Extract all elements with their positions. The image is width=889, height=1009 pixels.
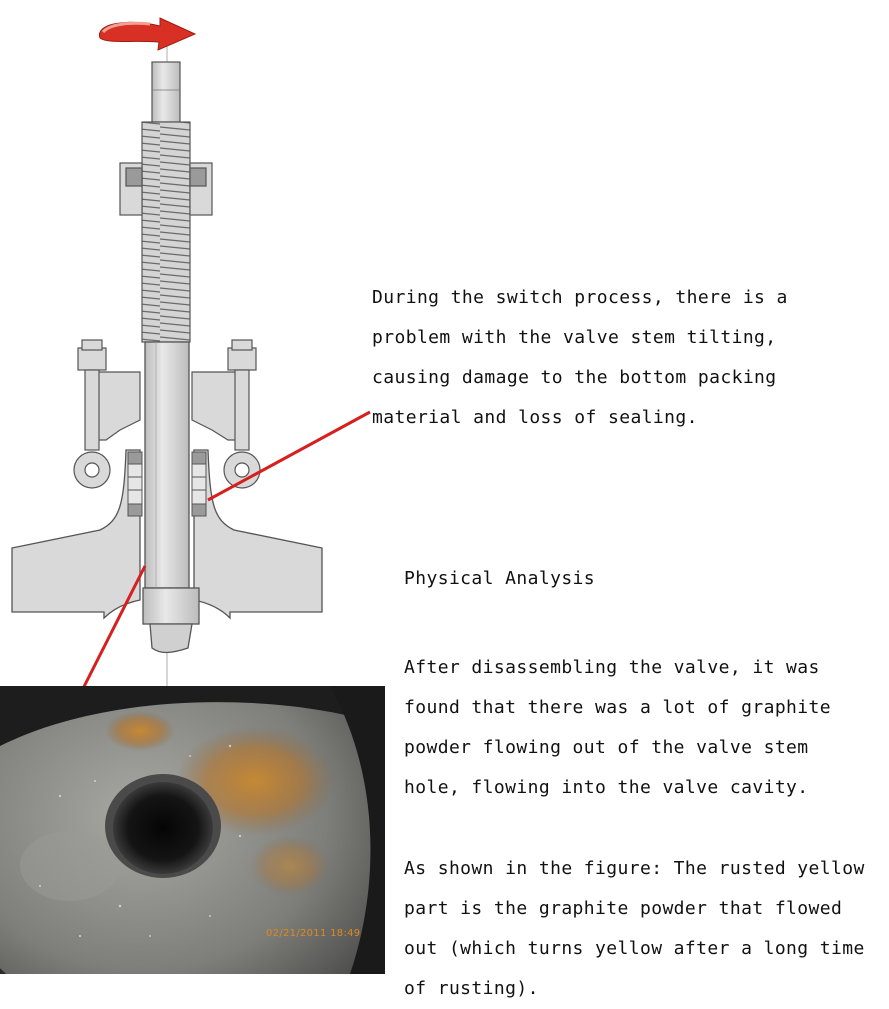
photo-timestamp: 02/21/2011 18:49 (266, 928, 361, 939)
rotation-arrow-icon (99, 18, 195, 50)
paragraph-line: After disassembling the valve, it was (404, 657, 820, 678)
valve-stem (145, 342, 189, 588)
problem-description (372, 278, 872, 438)
analysis-heading: Physical Analysis (404, 568, 596, 589)
paragraph-line: powder flowing out of the valve stem (404, 737, 809, 758)
paragraph-line: As shown in the figure: The rusted yellow (404, 858, 865, 879)
analysis-paragraph-2 (404, 849, 884, 1009)
threaded-stem (142, 122, 190, 342)
paragraph-line: out (which turns yellow after a long time (404, 938, 865, 959)
stem-head (143, 588, 199, 624)
problem-line: material and loss of sealing. (372, 407, 698, 428)
problem-line: During the switch process, there is a (372, 287, 788, 308)
problem-line: causing damage to the bottom packing (372, 367, 777, 388)
paragraph-line: of rusting). (404, 978, 539, 999)
analysis-paragraph-1 (404, 648, 884, 808)
stem-top (152, 62, 180, 122)
paragraph-line: found that there was a lot of graphite (404, 697, 832, 718)
stem-hole (113, 782, 213, 874)
paragraph-line: hole, flowing into the valve cavity. (404, 777, 809, 798)
problem-line: problem with the valve stem tilting, (372, 327, 777, 348)
paragraph-line: part is the graphite powder that flowed (404, 898, 843, 919)
